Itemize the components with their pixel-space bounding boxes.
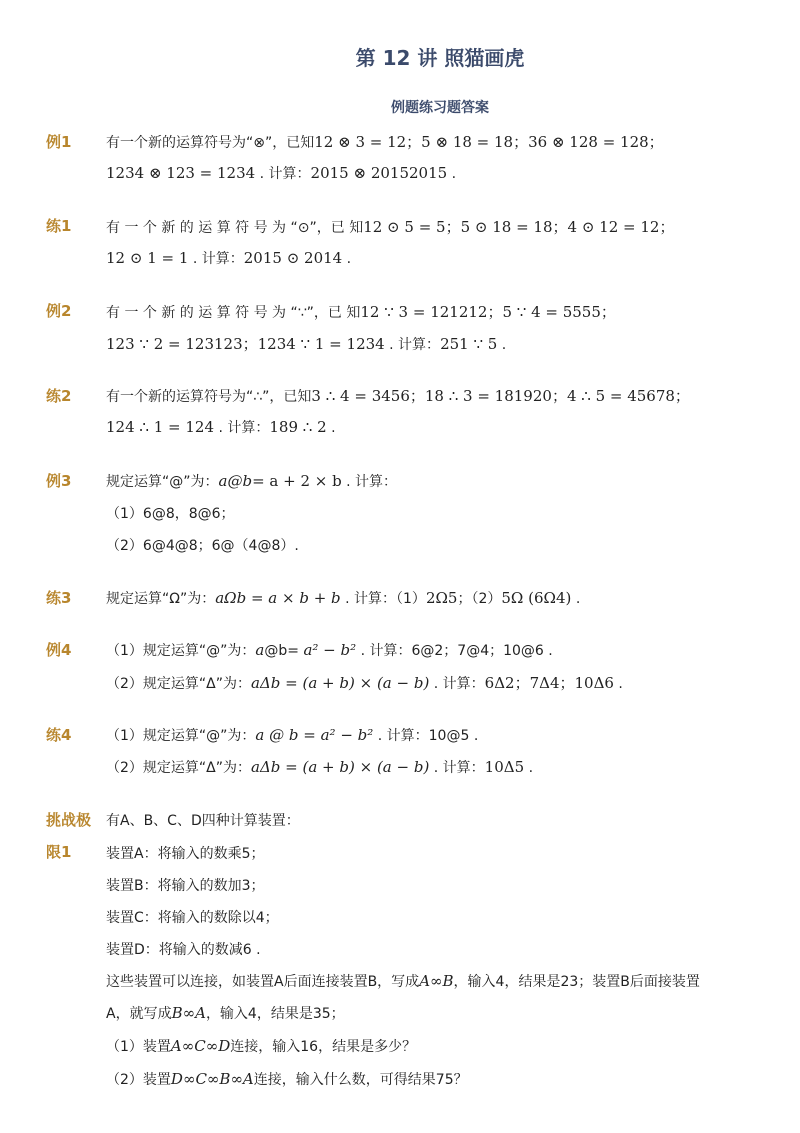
- text: 有一个新的运算符号为“∴”，已知: [106, 389, 312, 405]
- practice-4-line-2: [106, 757, 533, 777]
- text: . 计算：: [346, 474, 398, 490]
- formula: B∞A: [171, 1004, 206, 1022]
- text: . 计算：6@2；7@4；10@6 .: [360, 643, 553, 659]
- example-2-line-2: [106, 333, 506, 354]
- device-b: 装置B：将输入的数加3；: [106, 878, 265, 894]
- formula: aΔb = (a + b) × (a − b): [251, 758, 430, 776]
- example-3-line-1: [106, 471, 397, 491]
- text: 规定运算“@”为：: [106, 474, 219, 490]
- challenge-intro: 有A、B、C、D四种计算装置：: [106, 813, 300, 829]
- practice-1-line-1: [106, 216, 674, 237]
- text: .: [528, 760, 534, 776]
- text: . 计算：: [259, 166, 311, 182]
- formula: 251 ∵ 5: [440, 335, 498, 353]
- text: . 计算：10@5 .: [377, 728, 479, 744]
- example-4-line-2: [106, 672, 623, 693]
- formula: 12 ⊗ 3 = 12；5 ⊗ 18 = 18；36 ⊗ 128 = 128；: [314, 133, 664, 151]
- formula: D∞C∞B∞A: [170, 1070, 254, 1088]
- formula: 3 ∴ 4 = 3456；18 ∴ 3 = 181920；4 ∴ 5 = 45678；: [311, 387, 690, 405]
- text: .: [575, 591, 581, 607]
- text: . 计算：: [389, 337, 441, 353]
- text: .: [618, 676, 623, 692]
- text: . 计算：: [192, 251, 244, 267]
- example-4-label: 例4: [46, 641, 72, 659]
- text: （1）装置: [106, 1039, 171, 1055]
- example-3-line-2: （1）6@8，8@6；: [106, 506, 235, 522]
- text: @b=: [264, 643, 299, 659]
- formula: 12 ⊙ 1 = 1: [106, 249, 189, 267]
- practice-4-line-1: [106, 725, 478, 745]
- device-a: 装置A：将输入的数乘5；: [106, 846, 265, 862]
- formula: 2015 ⊙ 2014: [243, 249, 343, 267]
- practice-2-line-1: [106, 385, 690, 406]
- example-2-label: 例2: [46, 302, 72, 320]
- text: 有一个新的运算符号为“⊗”，已知: [106, 135, 315, 151]
- formula: aΩb = a × b + b: [215, 589, 341, 607]
- formula-var: a: [255, 641, 265, 659]
- text: .: [331, 420, 336, 436]
- text: . 计算：: [218, 420, 270, 436]
- text: 连接，输入16，结果是多少？: [230, 1039, 417, 1055]
- example-1-line-2: [106, 163, 456, 183]
- formula: 124 ∴ 1 = 124: [106, 418, 214, 436]
- practice-3-line-1: [106, 588, 580, 608]
- formula: 5Ω (6Ω4): [501, 589, 572, 607]
- formula: 189 ∴ 2: [269, 418, 327, 436]
- challenge-label-line-1: 挑战极: [46, 811, 92, 829]
- formula-lhs: a@b: [218, 472, 253, 490]
- text: A，就写成: [106, 1006, 172, 1022]
- example-3-label: 例3: [46, 472, 72, 490]
- text: 有 一 个 新 的 运 算 符 号 为 “∵”，已 知: [106, 305, 361, 321]
- formula: 12 ∵ 3 = 121212；5 ∵ 4 = 5555；: [360, 303, 616, 321]
- example-1-line-1: [106, 131, 664, 152]
- text: （1）规定运算“@”为：: [106, 643, 256, 659]
- formula: a @ b = a² − b²: [255, 726, 374, 744]
- text: ；（2）: [457, 591, 502, 607]
- formula: 2Ω5: [425, 589, 458, 607]
- text: 规定运算“Ω”为：: [106, 591, 216, 607]
- formula: 10Δ5: [484, 758, 525, 776]
- formula: 12 ⊙ 5 = 5；5 ⊙ 18 = 18；4 ⊙ 12 = 12；: [363, 218, 675, 236]
- text: ，输入4，结果是35；: [205, 1006, 345, 1022]
- challenge-question-2: [106, 1069, 468, 1089]
- formula: a² − b²: [303, 641, 357, 659]
- formula: aΔb = (a + b) × (a − b): [251, 674, 430, 692]
- text: 这些装置可以连接，如装置A后面连接装置B，写成: [106, 974, 420, 990]
- text: （2）规定运算“Δ”为：: [106, 760, 251, 776]
- text: ，输入4，结果是23；装置B后面接装置: [453, 974, 700, 990]
- text: .: [346, 251, 352, 267]
- formula: 1234 ⊗ 123 = 1234: [106, 164, 256, 182]
- text: （2）规定运算“Δ”为：: [106, 676, 251, 692]
- practice-3-label: 练3: [46, 589, 72, 607]
- practice-1-line-2: [106, 248, 351, 268]
- text: 有 一 个 新 的 运 算 符 号 为 “⊙”，已 知: [106, 220, 364, 236]
- practice-1-label: 练1: [46, 217, 72, 235]
- text: 连接，输入什么数，可得结果75？: [253, 1072, 468, 1088]
- device-c: 装置C：将输入的数除以4；: [106, 910, 279, 926]
- formula-rhs: = a + 2 × b: [252, 472, 342, 490]
- challenge-label-line-2: 限1: [46, 843, 72, 861]
- text: （1）规定运算“@”为：: [106, 728, 256, 744]
- practice-4-label: 练4: [46, 726, 72, 744]
- text: .: [501, 337, 507, 353]
- formula: 123 ∵ 2 = 123123；1234 ∵ 1 = 1234: [106, 335, 385, 353]
- text: . 计算：（1）: [345, 591, 426, 607]
- example-3-line-3: （2）6@4@8；6@（4@8）.: [106, 538, 299, 554]
- text: .: [451, 166, 457, 182]
- challenge-question-1: [106, 1036, 416, 1056]
- challenge-desc-line-1: [106, 971, 700, 991]
- practice-2-label: 练2: [46, 387, 72, 405]
- formula: 6Δ2；7Δ4；10Δ6: [484, 674, 614, 692]
- example-4-line-1: [106, 640, 553, 660]
- challenge-desc-line-2: [106, 1003, 345, 1023]
- text: . 计算：: [433, 760, 485, 776]
- formula: A∞C∞D: [170, 1037, 231, 1055]
- text: （2）装置: [106, 1072, 171, 1088]
- device-d: 装置D：将输入的数减6 .: [106, 942, 261, 958]
- practice-2-line-2: [106, 417, 336, 437]
- text: . 计算：: [433, 676, 485, 692]
- example-1-label: 例1: [46, 133, 72, 151]
- formula: A∞B: [419, 972, 454, 990]
- example-2-line-1: [106, 301, 616, 322]
- section-subtitle: 例题练习题答案: [391, 100, 489, 116]
- page-title: 第 12 讲 照猫画虎: [355, 46, 525, 70]
- formula: 2015 ⊗ 20152015: [310, 164, 448, 182]
